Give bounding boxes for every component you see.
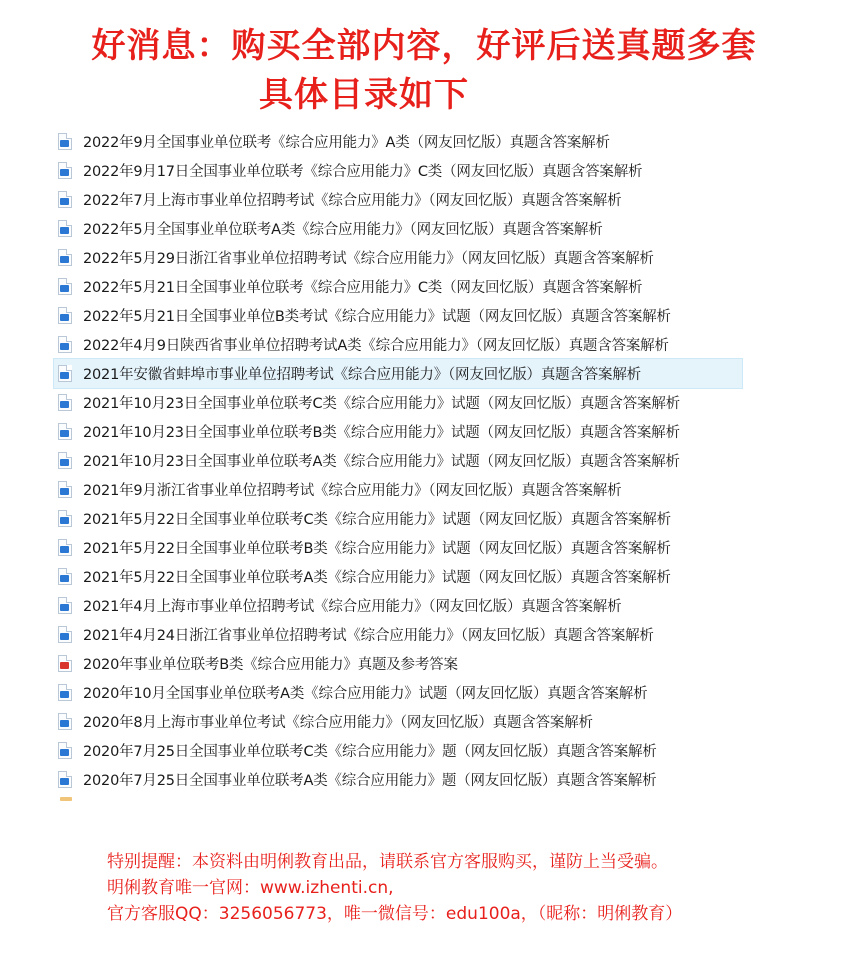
word-doc-icon xyxy=(58,452,72,469)
file-name: 2021年10月23日全国事业单位联考B类《综合应用能力》试题（网友回忆版）真题含答案解析 xyxy=(83,425,680,441)
file-row[interactable] xyxy=(54,707,754,736)
file-row[interactable] xyxy=(54,243,754,272)
file-name: 2022年5月全国事业单位联考A类《综合应用能力》（网友回忆版）真题含答案解析 xyxy=(83,222,603,238)
file-name: 2021年4月上海市事业单位招聘考试《综合应用能力》（网友回忆版）真题含答案解析 xyxy=(83,599,622,615)
word-doc-icon xyxy=(58,249,72,266)
word-doc-icon xyxy=(58,742,72,759)
file-name: 2021年5月22日全国事业单位联考C类《综合应用能力》试题（网友回忆版）真题含答案解析 xyxy=(83,512,671,528)
file-row[interactable] xyxy=(54,272,754,301)
file-name: 2022年9月17日全国事业单位联考《综合应用能力》C类（网友回忆版）真题含答案解析 xyxy=(83,164,643,180)
word-doc-icon xyxy=(58,220,72,237)
catalog-subheadline: 具体目录如下 xyxy=(259,75,469,115)
word-doc-icon xyxy=(58,597,72,614)
notice-block xyxy=(107,849,682,927)
notice-contact: 官方客服QQ：3256056773，唯一微信号：edu100a，（昵称：明俐教育） xyxy=(107,904,683,924)
file-name: 2021年安徽省蚌埠市事业单位招聘考试《综合应用能力》（网友回忆版）真题含答案解析 xyxy=(83,367,641,383)
file-row[interactable] xyxy=(54,475,754,504)
file-row[interactable] xyxy=(54,330,754,359)
partial-file-icon xyxy=(60,797,72,801)
promo-headline: 好消息：购买全部内容，好评后送真题多套 xyxy=(91,26,757,66)
notice-warning: 特别提醒：本资料由明俐教育出品，请联系官方客服购买，谨防上当受骗。 xyxy=(107,852,668,872)
word-doc-icon xyxy=(58,568,72,585)
word-doc-icon xyxy=(58,423,72,440)
file-row[interactable] xyxy=(54,446,754,475)
word-doc-icon xyxy=(58,278,72,295)
word-doc-icon xyxy=(58,539,72,556)
word-doc-icon xyxy=(58,365,72,382)
file-row[interactable] xyxy=(54,359,742,388)
file-row[interactable] xyxy=(54,127,754,156)
word-doc-icon xyxy=(58,481,72,498)
file-name: 2022年4月9日陕西省事业单位招聘考试A类《综合应用能力》（网友回忆版）真题含答案解析 xyxy=(83,338,669,354)
file-name: 2020年8月上海市事业单位考试《综合应用能力》（网友回忆版）真题含答案解析 xyxy=(83,715,593,731)
file-row[interactable] xyxy=(54,736,754,765)
word-doc-icon xyxy=(58,510,72,527)
file-name: 2021年10月23日全国事业单位联考C类《综合应用能力》试题（网友回忆版）真题含答案解析 xyxy=(83,396,680,412)
file-row[interactable] xyxy=(54,562,754,591)
file-row[interactable] xyxy=(54,765,754,794)
file-name: 2021年5月22日全国事业单位联考B类《综合应用能力》试题（网友回忆版）真题含答案解析 xyxy=(83,541,671,557)
file-row[interactable] xyxy=(54,649,754,678)
word-doc-icon xyxy=(58,162,72,179)
word-doc-icon xyxy=(58,336,72,353)
file-row[interactable] xyxy=(54,185,754,214)
notice-website: 明俐教育唯一官网：www.izhenti.cn, xyxy=(107,878,394,898)
word-doc-icon xyxy=(58,713,72,730)
file-name: 2021年5月22日全国事业单位联考A类《综合应用能力》试题（网友回忆版）真题含答案解析 xyxy=(83,570,671,586)
word-doc-icon xyxy=(58,191,72,208)
word-doc-icon xyxy=(58,684,72,701)
file-row[interactable] xyxy=(54,417,754,446)
file-list xyxy=(54,127,754,794)
file-row[interactable] xyxy=(54,301,754,330)
word-doc-icon xyxy=(58,133,72,150)
file-name: 2022年7月上海市事业单位招聘考试《综合应用能力》（网友回忆版）真题含答案解析 xyxy=(83,193,622,209)
pdf-file-icon xyxy=(58,655,72,672)
file-name: 2022年9月全国事业单位联考《综合应用能力》A类（网友回忆版）真题含答案解析 xyxy=(83,135,610,151)
word-doc-icon xyxy=(58,771,72,788)
file-name: 2020年10月全国事业单位联考A类《综合应用能力》试题（网友回忆版）真题含答案解析 xyxy=(83,686,648,702)
file-name: 2020年7月25日全国事业单位联考C类《综合应用能力》题（网友回忆版）真题含答案解析 xyxy=(83,744,657,760)
file-row[interactable] xyxy=(54,504,754,533)
file-row[interactable] xyxy=(54,156,754,185)
file-name: 2020年7月25日全国事业单位联考A类《综合应用能力》题（网友回忆版）真题含答案解析 xyxy=(83,773,657,789)
file-row[interactable] xyxy=(54,388,754,417)
file-name: 2022年5月21日全国事业单位联考《综合应用能力》C类（网友回忆版）真题含答案解析 xyxy=(83,280,643,296)
file-name: 2021年9月浙江省事业单位招聘考试《综合应用能力》（网友回忆版）真题含答案解析 xyxy=(83,483,622,499)
word-doc-icon xyxy=(58,307,72,324)
word-doc-icon xyxy=(58,394,72,411)
file-name: 2022年5月21日全国事业单位B类考试《综合应用能力》试题（网友回忆版）真题含答案解析 xyxy=(83,309,671,325)
file-name: 2021年10月23日全国事业单位联考A类《综合应用能力》试题（网友回忆版）真题含答案解析 xyxy=(83,454,680,470)
file-row[interactable] xyxy=(54,214,754,243)
file-name: 2021年4月24日浙江省事业单位招聘考试《综合应用能力》（网友回忆版）真题含答案解析 xyxy=(83,628,654,644)
file-name: 2020年事业单位联考B类《综合应用能力》真题及参考答案 xyxy=(83,657,458,673)
file-row[interactable] xyxy=(54,591,754,620)
word-doc-icon xyxy=(58,626,72,643)
file-name: 2022年5月29日浙江省事业单位招聘考试《综合应用能力》（网友回忆版）真题含答案解析 xyxy=(83,251,654,267)
file-row[interactable] xyxy=(54,533,754,562)
file-row[interactable] xyxy=(54,678,754,707)
file-row[interactable] xyxy=(54,620,754,649)
